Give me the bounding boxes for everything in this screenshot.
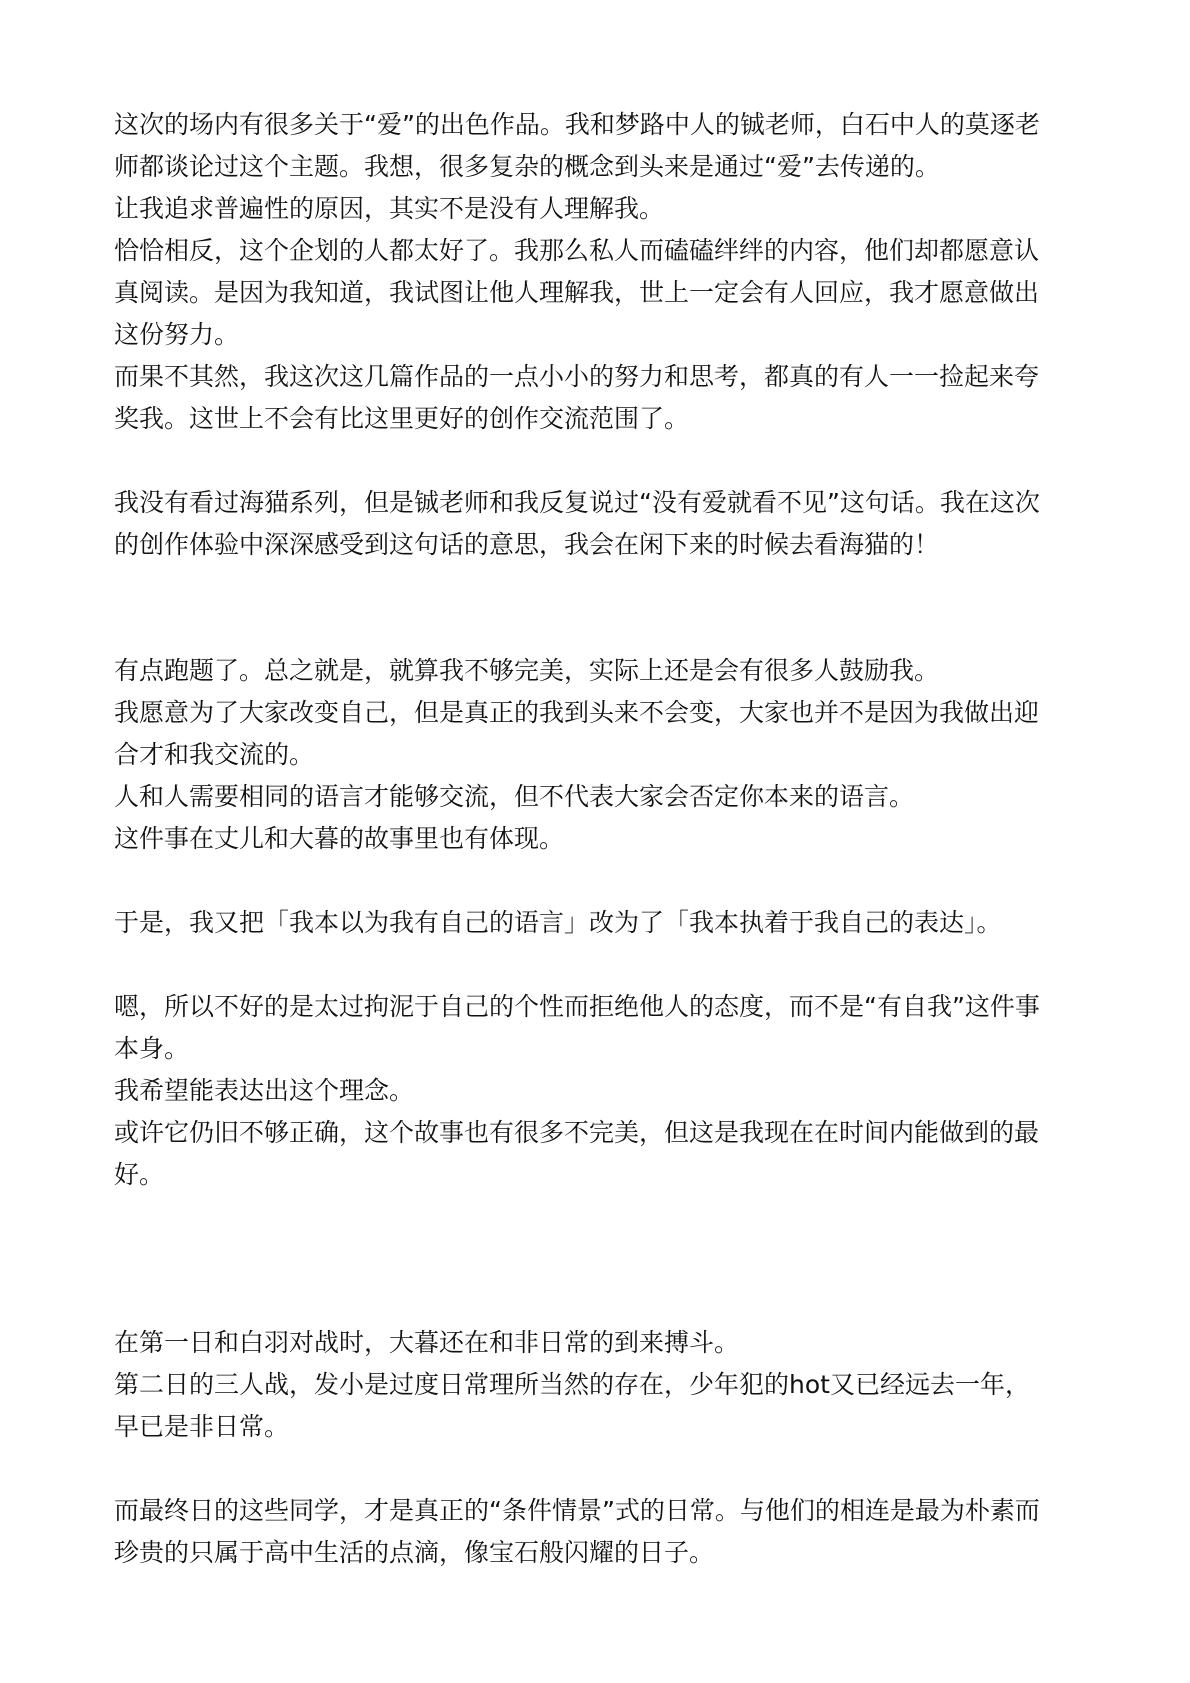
text-line: 第二日的三人战，发小是过度日常理所当然的存在，少年犯的hot又已经远去一年， — [114, 1370, 1030, 1399]
text-line: 奖我。这世上不会有比这里更好的创作交流范围了。 — [114, 404, 690, 433]
text-line: 恰恰相反，这个企划的人都太好了。我那么私人而磕磕绊绊的内容，他们却都愿意认 — [114, 236, 1040, 265]
text-line: 人和人需要相同的语言才能够交流，但不代表大家会否定你本来的语言。 — [114, 782, 915, 811]
text-line: 我没有看过海猫系列，但是铖老师和我反复说过“没有爱就看不见”这句话。我在这次 — [114, 488, 1040, 517]
paragraph-self — [114, 986, 1089, 1196]
text-line: 于是，我又把「我本以为我有自己的语言」改为了「我本执着于我自己的表达」。 — [114, 908, 1002, 937]
text-line: 好。 — [114, 1160, 165, 1189]
document-page — [114, 104, 1089, 1574]
paragraph-off-topic — [114, 650, 1089, 860]
paragraph-spacer — [114, 860, 1089, 902]
paragraph-spacer — [114, 944, 1089, 986]
text-line: 这次的场内有很多关于“爱”的出色作品。我和梦路中人的铖老师，白石中人的莫逐老 — [114, 110, 1040, 139]
text-line: 真阅读。是因为我知道，我试图让他人理解我，世上一定会有人回应，我才愿意做出 — [114, 278, 1040, 307]
text-line: 而最终日的这些同学，才是真正的“条件情景”式的日常。与他们的相连是最为朴素而 — [114, 1496, 1040, 1525]
text-line: 本身。 — [114, 1034, 190, 1063]
text-line: 嗯，所以不好的是太过拘泥于自己的个性而拒绝他人的态度，而不是“有自我”这件事 — [114, 992, 1040, 1021]
paragraph-language-change — [114, 902, 1089, 944]
text-line: 让我追求普遍性的原因，其实不是没有人理解我。 — [114, 194, 665, 223]
text-line: 或许它仍旧不够正确，这个故事也有很多不完美，但这是我现在在时间内能做到的最 — [114, 1118, 1040, 1147]
paragraph-spacer — [114, 1196, 1089, 1322]
text-line: 这件事在丈儿和大暮的故事里也有体现。 — [114, 824, 565, 853]
paragraph-spacer — [114, 566, 1089, 650]
text-line: 我希望能表达出这个理念。 — [114, 1076, 415, 1105]
paragraph-battles — [114, 1322, 1089, 1448]
text-line: 我愿意为了大家改变自己，但是真正的我到头来不会变，大家也并不是因为我做出迎 — [114, 698, 1040, 727]
text-line: 早已是非日常。 — [114, 1412, 290, 1441]
text-line: 的创作体验中深深感受到这句话的意思，我会在闲下来的时候去看海猫的！ — [114, 530, 940, 559]
paragraph-love-works — [114, 104, 1089, 440]
text-line: 而果不其然，我这次这几篇作品的一点小小的努力和思考，都真的有人一一捡起来夸 — [114, 362, 1040, 391]
text-line: 师都谈论过这个主题。我想，很多复杂的概念到头来是通过“爱”去传递的。 — [114, 152, 940, 181]
text-line: 合才和我交流的。 — [114, 740, 315, 769]
text-line: 在第一日和白羽对战时，大暮还在和非日常的到来搏斗。 — [114, 1328, 740, 1357]
text-line: 这份努力。 — [114, 320, 240, 349]
paragraph-umineko — [114, 482, 1089, 566]
paragraph-spacer — [114, 1448, 1089, 1490]
paragraph-final-day — [114, 1490, 1089, 1574]
paragraph-spacer — [114, 440, 1089, 482]
text-line: 珍贵的只属于高中生活的点滴，像宝石般闪耀的日子。 — [114, 1538, 715, 1567]
text-line: 有点跑题了。总之就是，就算我不够完美，实际上还是会有很多人鼓励我。 — [114, 656, 940, 685]
